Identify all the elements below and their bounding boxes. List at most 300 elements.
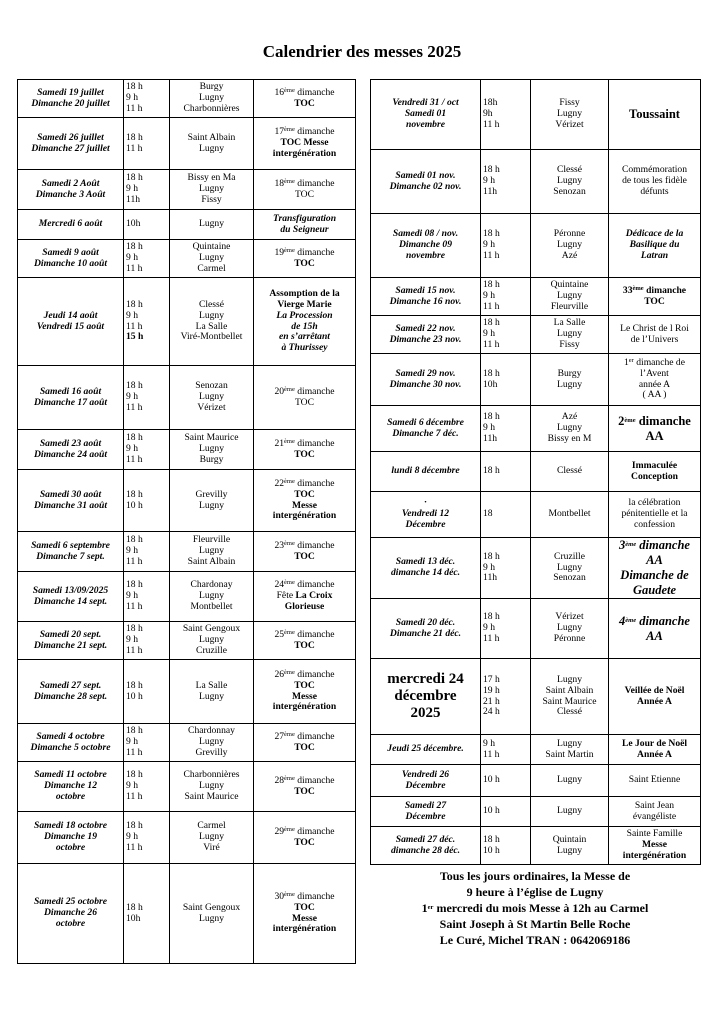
place-line: Saint Maurice — [542, 695, 597, 707]
feast-line — [611, 187, 698, 198]
time-line: 18 h — [126, 725, 143, 737]
place-line: Clessé — [198, 299, 225, 311]
date-line: Dimanche 14 sept. — [33, 595, 108, 607]
calendar-row — [18, 366, 356, 430]
place-line: Lugny — [198, 252, 225, 264]
time-line: 9 h — [126, 183, 138, 195]
time-cell — [481, 452, 531, 492]
time-line: 18 h — [126, 579, 143, 591]
footer-line-text: Le Curé, Michel TRAN : 0642069186 — [439, 933, 631, 947]
feast-line-text: Année A — [637, 695, 672, 707]
place-line: Fleurville — [192, 534, 231, 546]
date-line: Dimanche 20 juillet — [31, 97, 110, 109]
place-line: Clessé — [556, 164, 583, 176]
time-line: 18 h — [483, 550, 500, 562]
feast-line-text: intergénération — [622, 849, 687, 861]
calendar-row — [371, 735, 701, 765]
time-cell — [481, 765, 531, 797]
place-line: Lugny — [556, 175, 583, 187]
date-cell — [371, 599, 481, 659]
date-line: Samedi 23 août — [39, 437, 102, 449]
place-line: La Salle — [195, 679, 228, 691]
date-line: Samedi 27 — [404, 799, 447, 811]
time-cell — [481, 316, 531, 354]
footer-line — [370, 884, 700, 900]
feast-line — [611, 775, 698, 786]
feast-line-text: La Procession — [276, 309, 333, 321]
feast-line-text: l’Avent — [640, 367, 669, 379]
date-line: Vendredi 31 / oct — [392, 97, 459, 109]
feast-line — [611, 297, 698, 308]
place-cell — [531, 150, 609, 214]
place-line: Cruzille — [554, 550, 585, 562]
feast-cell — [254, 170, 356, 210]
time-line: 9 h — [483, 622, 495, 634]
feast-line-rest: dimanche — [294, 669, 335, 681]
feast-line-text: intergénération — [272, 701, 337, 713]
feast-cell — [609, 214, 701, 278]
time-line: 11 h — [126, 746, 143, 758]
date-cell — [371, 765, 481, 797]
feast-cell — [254, 622, 356, 660]
date-cell — [18, 430, 124, 470]
feast-line-text: de tous les fidèle — [622, 175, 687, 187]
date-line: Dimanche 19 — [43, 831, 98, 843]
date-line: octobre — [55, 790, 86, 802]
feast-line — [611, 750, 698, 761]
feast-cell — [254, 210, 356, 240]
feast-line-text: 2 — [618, 413, 625, 428]
time-line: 18 h — [483, 279, 500, 291]
time-line: 19 h — [483, 684, 500, 696]
place-line: Vérizet — [555, 118, 584, 130]
calendar-row — [18, 812, 356, 864]
feast-cell — [609, 765, 701, 797]
feast-line-text: 18 — [274, 177, 285, 189]
feast-line — [611, 614, 698, 629]
time-line: 18 h — [126, 679, 143, 691]
feast-line-rest: dimanche — [294, 579, 335, 591]
place-line: Lugny — [198, 309, 225, 321]
place-line: Saint Albain — [187, 555, 236, 567]
place-line: La Salle — [553, 317, 586, 329]
feast-cell — [254, 470, 356, 532]
feast-line — [611, 335, 698, 346]
feast-line-text: TOC — [294, 257, 315, 269]
date-line: Dimanche 09 — [398, 239, 453, 251]
place-line: Fissy — [559, 338, 580, 350]
time-cell — [124, 118, 170, 170]
calendar-row — [371, 406, 701, 452]
date-cell — [18, 812, 124, 864]
feast-line-rest: dimanche — [636, 613, 690, 628]
calendar-row — [18, 622, 356, 660]
feast-line-text: Toussaint — [629, 107, 680, 121]
feast-line-text: 20 — [274, 385, 285, 397]
feast-line-text: 4 — [619, 613, 626, 628]
calendar-row — [371, 150, 701, 214]
feast-line-rest: dimanche — [635, 413, 691, 428]
time-cell — [481, 150, 531, 214]
place-cell — [531, 316, 609, 354]
date-cell — [18, 724, 124, 762]
place-line: Saint Maurice — [184, 432, 239, 444]
place-line: Clessé — [556, 465, 583, 477]
feast-line-sup: er — [628, 357, 634, 365]
feast-line — [611, 538, 698, 553]
date-cell — [18, 470, 124, 532]
place-line: Lugny — [198, 736, 225, 748]
date-cell — [18, 240, 124, 278]
place-line: Vérizet — [555, 611, 584, 623]
place-line: Azé — [561, 411, 578, 423]
place-line: Lugny — [198, 780, 225, 792]
place-line: Saint Maurice — [184, 790, 239, 802]
place-line: Saint Gengoux — [182, 901, 241, 913]
feast-line-text: Dimanche de — [620, 568, 689, 582]
date-line: Samedi 6 décembre — [387, 416, 464, 428]
date-cell — [18, 278, 124, 366]
feast-line-sup: ème — [284, 539, 295, 547]
place-line: Lugny — [198, 499, 225, 511]
date-line: Samedi 01 — [404, 108, 447, 120]
feast-cell — [254, 430, 356, 470]
feast-line-text: ( AA ) — [642, 389, 667, 401]
place-line: Fleurville — [550, 300, 589, 312]
date-cell — [371, 354, 481, 406]
time-line: 18 h — [483, 611, 500, 623]
date-cell — [18, 118, 124, 170]
place-line: Saint Albain — [545, 684, 594, 696]
time-line: 11 h — [126, 453, 143, 465]
place-line: Lugny — [198, 912, 225, 924]
calendar-row — [371, 452, 701, 492]
date-line: Dimanche 12 — [43, 780, 98, 792]
time-line: 18 h — [126, 769, 143, 781]
feast-line-text: TOC — [294, 448, 315, 460]
feast-line — [256, 149, 353, 160]
calendar-row — [18, 572, 356, 622]
feast-line — [256, 641, 353, 652]
time-line: 9 h — [483, 737, 495, 749]
feast-line — [611, 107, 698, 122]
time-line: 9 h — [483, 290, 495, 302]
time-line: 11h — [483, 185, 498, 197]
feast-cell — [254, 724, 356, 762]
feast-line-rest: dimanche — [294, 730, 335, 742]
date-cell — [371, 406, 481, 452]
feast-line-sup: ème — [284, 774, 295, 782]
time-line: 18 h — [483, 317, 500, 329]
time-line: 11 h — [483, 300, 500, 312]
place-line: Burgy — [199, 453, 224, 465]
feast-line-text: Glorieuse — [284, 600, 325, 612]
place-line: La Salle — [195, 320, 228, 332]
place-line: Charbonnières — [183, 769, 240, 781]
calendar-row — [18, 118, 356, 170]
feast-line-rest: dimanche — [294, 246, 335, 258]
place-cell — [170, 622, 254, 660]
feast-line — [611, 390, 698, 401]
feast-line-text: Latran — [640, 249, 669, 261]
time-line: 10h — [126, 218, 141, 230]
time-cell — [481, 659, 531, 735]
feast-line-text: TOC — [294, 550, 315, 562]
date-line: Samedi 6 septembre — [31, 539, 110, 551]
feast-line — [611, 520, 698, 531]
feast-cell — [609, 599, 701, 659]
time-line: 11h — [126, 193, 141, 205]
date-line: Samedi 08 / nov. — [392, 228, 459, 240]
footer-line-rest: mercredi du mois Messe à 12h au Carmel — [433, 901, 649, 915]
feast-line-text: 27 — [274, 730, 285, 742]
date-cell — [371, 80, 481, 150]
date-line: Samedi 26 juillet — [37, 131, 104, 143]
feast-line — [256, 743, 353, 754]
place-cell — [170, 470, 254, 532]
time-line: 18 h — [483, 411, 500, 423]
time-line: 18 h — [126, 131, 143, 143]
date-line: Dimanche 16 nov. — [389, 295, 462, 307]
date-line: Samedi 20 sept. — [39, 628, 102, 640]
feast-line — [256, 190, 353, 201]
place-cell — [531, 797, 609, 827]
feast-line-text: Saint Jean — [634, 799, 675, 811]
time-cell — [124, 660, 170, 724]
place-line: Grevilly — [195, 746, 228, 758]
date-cell — [18, 864, 124, 964]
time-line: 18 h — [483, 228, 500, 240]
place-cell — [531, 599, 609, 659]
feast-line-text: pénitentielle et la — [621, 508, 688, 520]
feast-line — [611, 429, 698, 444]
time-line: 9 h — [126, 309, 138, 321]
feast-line-text: 29 — [274, 825, 285, 837]
footer-line-text: Saint Joseph à St Martin Belle Roche — [439, 917, 631, 931]
feast-line-text: en s’arrêtant — [279, 331, 330, 343]
feast-line-text: Fête — [276, 590, 296, 602]
place-cell — [170, 762, 254, 812]
date-cell — [371, 150, 481, 214]
date-line: novembre — [406, 118, 445, 130]
time-cell — [481, 406, 531, 452]
time-cell — [481, 214, 531, 278]
date-line: Samedi 20 déc. — [395, 616, 456, 628]
time-line: 11 h — [126, 600, 143, 612]
time-line: 18 h — [126, 299, 143, 311]
feast-line-text: Saint Etienne — [628, 774, 681, 786]
date-line: Dimanche 02 nov. — [389, 180, 462, 192]
feast-line-rest: dimanche — [294, 437, 335, 449]
feast-line-text: 30 — [274, 891, 285, 903]
time-cell — [124, 80, 170, 118]
place-cell — [531, 492, 609, 538]
date-line: Dimanche 31 août — [33, 499, 108, 511]
place-line: Burgy — [557, 367, 582, 379]
feast-line — [611, 583, 698, 598]
feast-line — [611, 553, 698, 568]
place-line: Chardonnay — [188, 725, 235, 737]
calendar-row — [18, 278, 356, 366]
date-line: dimanche 28 déc. — [390, 844, 460, 856]
feast-line-text: Le Christ de l Roi — [620, 322, 689, 334]
place-line: Senozan — [195, 380, 228, 392]
place-line: Bissy en M — [547, 432, 592, 444]
feast-line-text: Conception — [631, 470, 678, 482]
feast-line-text: 1 — [623, 357, 629, 369]
calendar-row — [18, 660, 356, 724]
calendar-row — [371, 492, 701, 538]
time-cell — [124, 762, 170, 812]
place-line: Lugny — [556, 622, 583, 634]
time-line: 11h — [483, 572, 498, 584]
time-line: 11 h — [483, 118, 500, 130]
place-line: Saint Albain — [187, 131, 236, 143]
feast-line-text: TOC — [644, 295, 665, 307]
place-line: Viré — [203, 841, 220, 853]
date-line: Samedi 27 déc. — [395, 833, 456, 845]
date-line: · — [424, 497, 427, 509]
footer-notice — [370, 868, 700, 948]
date-line: octobre — [55, 917, 86, 929]
date-line: dimanche 14 déc. — [390, 567, 460, 578]
date-line: Dimanche 23 nov. — [389, 333, 462, 345]
feast-line-text: TOC — [294, 785, 315, 797]
feast-line-text: année A — [638, 378, 671, 390]
time-line: 18 h — [126, 534, 143, 546]
date-line: Vendredi 26 — [401, 768, 450, 780]
feast-line-text: Commémoration — [621, 164, 687, 176]
footer-line-sup: er — [427, 904, 434, 911]
date-line: Samedi 11 octobre — [34, 769, 107, 781]
date-line: Samedi 13 déc. — [395, 556, 456, 568]
place-line: Azé — [561, 249, 578, 261]
place-line: Quintaine — [550, 279, 589, 291]
feast-cell — [609, 538, 701, 599]
place-line: Senozan — [553, 572, 586, 584]
time-line: 11 h — [126, 320, 143, 332]
date-line: novembre — [406, 249, 445, 261]
footer-line — [370, 900, 700, 916]
feast-line-sup: ème — [284, 126, 295, 134]
date-line: Samedi 29 nov. — [395, 367, 456, 379]
feast-line-rest: dimanche — [294, 177, 335, 189]
feast-line-text: Transfiguration — [272, 212, 337, 224]
calendar-row — [18, 864, 356, 964]
feast-cell — [609, 735, 701, 765]
feast-cell — [609, 316, 701, 354]
date-line: Samedi 19 juillet — [37, 86, 104, 98]
time-line: 18h — [483, 97, 498, 109]
feast-cell — [254, 572, 356, 622]
calendar-row — [371, 278, 701, 316]
date-cell — [371, 659, 481, 735]
feast-cell — [609, 278, 701, 316]
feast-line-text: de l’Univers — [630, 333, 679, 345]
feast-line-text: 23 — [274, 539, 285, 551]
feast-cell — [609, 406, 701, 452]
calendar-table-right — [370, 79, 701, 865]
feast-line-text: 24 — [274, 579, 285, 591]
time-line: 18 h — [483, 833, 500, 845]
time-line: 21 h — [483, 695, 500, 707]
feast-line-text: TOC — [294, 836, 315, 848]
date-line: Samedi 27 sept. — [39, 679, 102, 691]
place-cell — [531, 80, 609, 150]
footer-line — [370, 916, 700, 932]
time-line: 18 h — [126, 172, 143, 184]
feast-line-text: AA — [646, 553, 663, 567]
date-line: mercredi 24 — [387, 671, 464, 687]
time-cell — [481, 797, 531, 827]
calendar-row — [18, 80, 356, 118]
place-line: Cruzille — [196, 644, 227, 656]
feast-line-text: Immaculée — [631, 459, 678, 471]
feast-line — [256, 398, 353, 409]
time-line: 11 h — [126, 102, 143, 114]
place-cell — [170, 240, 254, 278]
date-line: Dimanche 21 déc. — [389, 627, 462, 639]
time-line: 11 h — [483, 748, 500, 760]
place-line: Lugny — [556, 774, 583, 786]
feast-line-text: Gaudete — [632, 583, 677, 597]
place-line: Carmel — [197, 262, 226, 274]
feast-cell — [609, 80, 701, 150]
feast-line-text: 25 — [274, 628, 285, 640]
feast-cell — [254, 532, 356, 572]
date-cell — [18, 762, 124, 812]
place-cell — [531, 452, 609, 492]
place-line: Saint Gengoux — [182, 623, 241, 635]
place-line: Lugny — [556, 805, 583, 817]
feast-cell — [254, 118, 356, 170]
feast-line-rest: dimanche — [294, 126, 335, 138]
footer-line-text: 1 — [421, 901, 428, 915]
place-line: Lugny — [198, 831, 225, 843]
feast-cell — [254, 864, 356, 964]
place-cell — [170, 170, 254, 210]
calendar-row — [18, 210, 356, 240]
time-cell — [124, 812, 170, 864]
feast-cell — [609, 797, 701, 827]
date-line: Samedi 2 Août — [41, 177, 100, 189]
feast-line-sup: ème — [284, 478, 295, 486]
place-line: Montbellet — [548, 508, 591, 520]
time-line: 9 h — [126, 545, 138, 557]
calendar-row — [371, 599, 701, 659]
calendar-table-left — [17, 79, 356, 964]
time-line: 11 h — [483, 249, 500, 261]
date-line: Samedi 4 octobre — [36, 730, 105, 742]
time-line: 10 h — [483, 805, 500, 817]
date-line: Samedi 15 nov. — [395, 284, 456, 296]
calendar-row — [18, 240, 356, 278]
place-line: Lugny — [556, 239, 583, 251]
time-line: 18 h — [126, 432, 143, 444]
feast-cell — [254, 278, 356, 366]
place-line: Lugny — [556, 422, 583, 434]
time-cell — [124, 864, 170, 964]
time-line: 10 h — [126, 690, 143, 702]
time-line: 18 h — [483, 164, 500, 176]
time-line: 11 h — [483, 632, 500, 644]
feast-line — [611, 812, 698, 823]
time-line: 18 h — [126, 820, 143, 832]
time-cell — [124, 366, 170, 430]
date-cell — [371, 797, 481, 827]
feast-line-rest: dimanche — [294, 478, 335, 490]
feast-line-text: TOC — [294, 741, 315, 753]
